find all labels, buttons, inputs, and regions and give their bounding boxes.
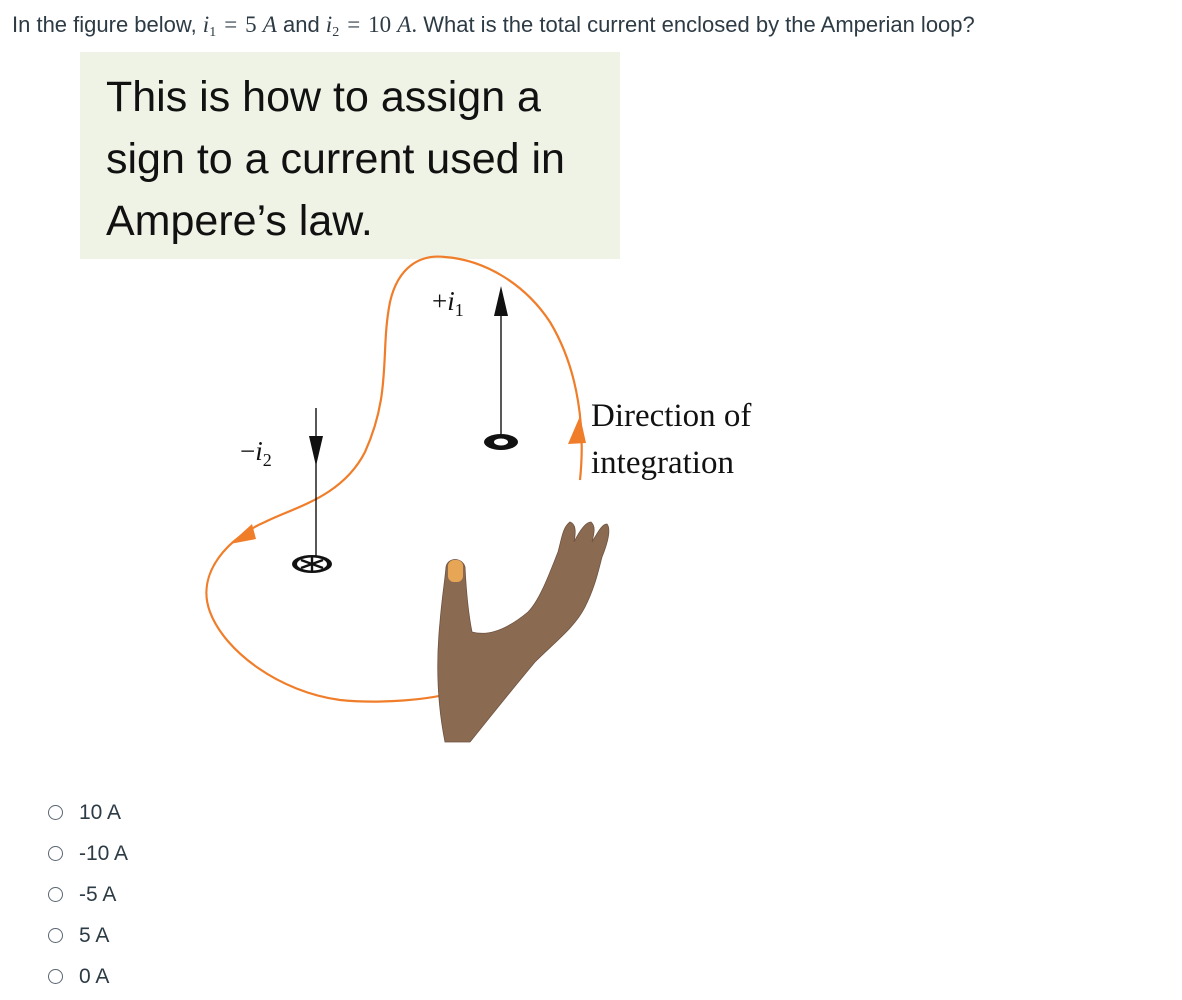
answer-options <box>48 792 128 997</box>
radio-button[interactable] <box>48 805 63 820</box>
answer-label: -5 A <box>79 882 117 906</box>
question-prefix: In the figure below, <box>12 12 203 37</box>
value2: 10 <box>368 12 392 37</box>
answer-option[interactable] <box>48 874 128 915</box>
connector: and <box>276 12 326 37</box>
loop-arrow-left <box>230 524 256 544</box>
question-text <box>12 10 1172 48</box>
value1: 5 <box>245 12 257 37</box>
direction-label-line-1: Direction of <box>591 398 752 434</box>
answer-option[interactable] <box>48 915 128 956</box>
out-of-page-current-symbol <box>484 434 518 450</box>
unit2: A <box>397 12 412 37</box>
period: . <box>411 12 418 37</box>
right-hand-icon <box>438 522 609 742</box>
answer-label: 10 A <box>79 800 122 824</box>
answer-label: 5 A <box>79 923 110 947</box>
equals-sign-2: = <box>347 12 361 37</box>
answer-label: 0 A <box>79 964 110 988</box>
label-i2: $-i_2$ <box>240 436 272 470</box>
radio-button[interactable] <box>48 846 63 861</box>
label-i1: $+i_1$ <box>432 286 464 320</box>
radio-button[interactable] <box>48 928 63 943</box>
caption-line-1: This is how to assign a <box>106 73 541 121</box>
unit1: A <box>262 12 277 37</box>
wire-i1-arrowhead <box>494 286 508 316</box>
equals-sign-1: = <box>224 12 238 37</box>
answer-option[interactable] <box>48 792 128 833</box>
answer-option[interactable] <box>48 956 128 997</box>
var2: $i_2$ <box>325 12 340 40</box>
radio-button[interactable] <box>48 969 63 984</box>
var1: $i_1$ <box>202 12 217 40</box>
ampere-law-figure <box>80 52 820 752</box>
question-suffix: What is the total current enclosed by the Amperian loop? <box>417 12 975 37</box>
loop-arrow-right <box>568 416 586 444</box>
caption-line-2: sign to a current used in <box>106 135 565 183</box>
answer-label: -10 A <box>79 841 129 865</box>
caption-line-3: Ampere’s law. <box>106 197 373 245</box>
into-page-current-symbol <box>292 555 332 573</box>
direction-label-line-2: integration <box>591 445 734 481</box>
answer-option[interactable] <box>48 833 128 874</box>
diagram-svg <box>80 52 820 752</box>
radio-button[interactable] <box>48 887 63 902</box>
wire-i2-arrowhead <box>309 436 323 466</box>
